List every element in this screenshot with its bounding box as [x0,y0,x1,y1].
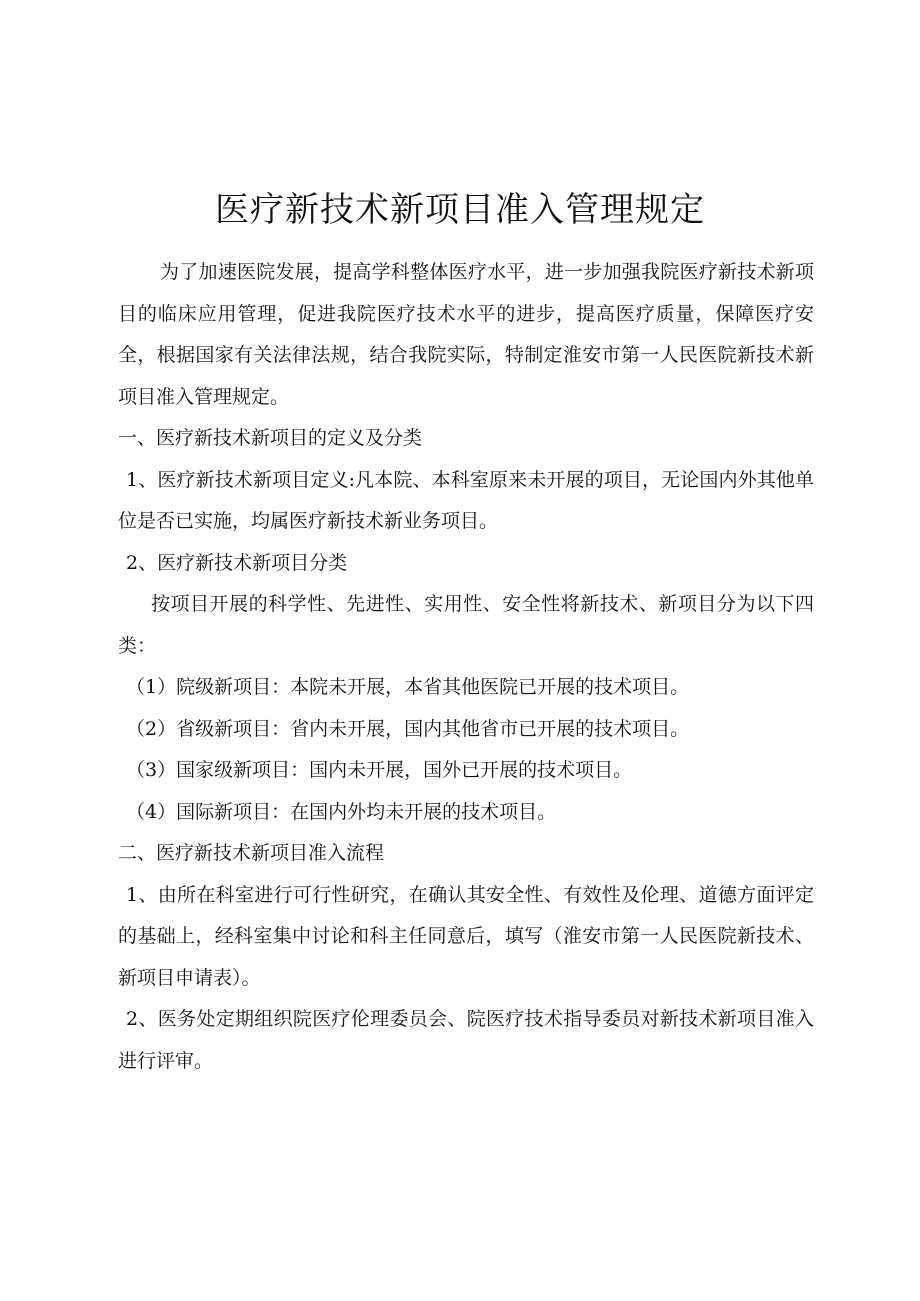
section-1-heading: 一、医疗新技术新项目的定义及分类 [118,427,423,449]
section-2-item-2: 2、医务处定期组织院医疗伦理委员会、院医疗技术指导委员对新技术新项目准入进行评审。 [118,1008,814,1072]
section-1-item-1: 1、医疗新技术新项目定义:凡本院、本科室原来未开展的项目，无论国内外其他单位是否已实施，均属医疗新技术新业务项目。 [118,468,814,532]
category-1: （1）院级新项目：本院未开展，本省其他医院已开展的技术项目。 [126,676,690,698]
section-1-item-2-text: 按项目开展的科学性、先进性、实用性、安全性将新技术、新项目分为以下四类： [118,593,814,657]
category-3: （3）国家级新项目：国内未开展，国外已开展的技术项目。 [126,759,633,781]
document-body [118,252,814,1082]
section-2-heading: 二、医疗新技术新项目准入流程 [118,842,385,864]
section-2-item-1: 1、由所在科室进行可行性研究，在确认其安全性、有效性及伦理、道德方面评定的基础上，经科室集中讨论和科主任同意后，填写（淮安市第一人民医院新技术、新项目申请表）。 [118,883,814,989]
category-2: （2）省级新项目：省内未开展，国内其他省市已开展的技术项目。 [126,717,690,740]
document-title: 医疗新技术新项目准入管理规定 [215,189,705,230]
category-4: （4）国际新项目：在国内外均未开展的技术项目。 [126,800,557,823]
intro-paragraph: 为了加速医院发展，提高学科整体医疗水平，进一步加强我院医疗新技术新项目的临床应用管理，促进我院医疗技术水平的进步，提高医疗质量，保障医疗安全，根据国家有关法律法规，结合我院实际，特制定淮安市第一人民医院新技术新项目准入管理规定。 [118,261,814,408]
section-1-item-2: 2、医疗新技术新项目分类 [126,551,348,574]
